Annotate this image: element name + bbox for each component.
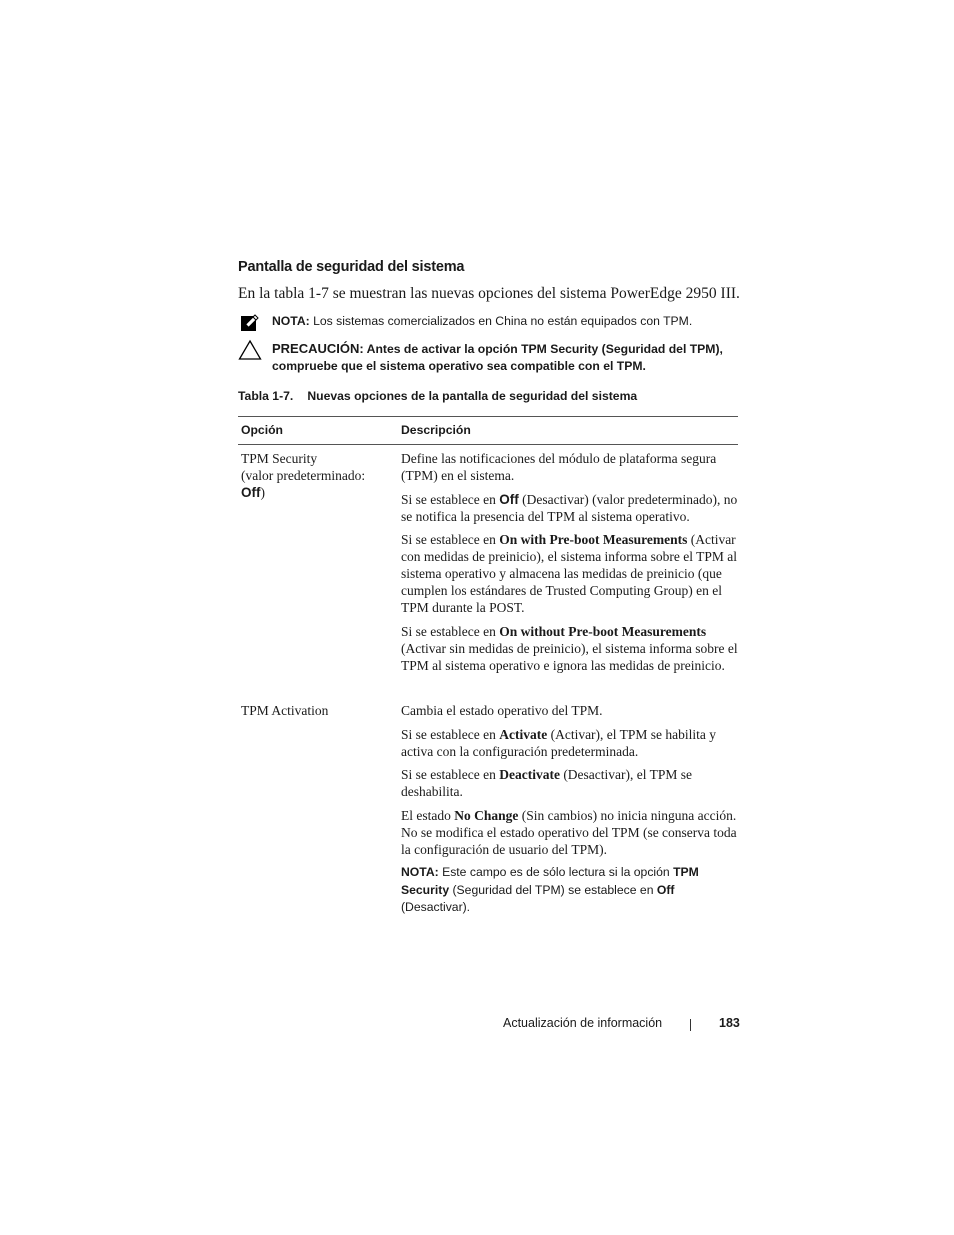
- caution-text-line1: Antes de activar la opción TPM Security (Seguridad del TPM),: [363, 342, 723, 356]
- option-default-label: (valor predeterminado:: [241, 468, 366, 483]
- table-caption-number: Tabla 1-7.: [238, 389, 294, 403]
- table-caption: [238, 389, 637, 403]
- intro-paragraph: En la tabla 1-7 se muestran las nuevas opciones del sistema PowerEdge 2950 III.: [238, 285, 740, 302]
- option-default-value: Off: [241, 485, 261, 500]
- description-paragraph: Cambia el estado operativo del TPM.: [401, 703, 603, 718]
- warning-triangle-icon: [238, 339, 260, 361]
- table-row-description-tpm-security: [401, 450, 746, 680]
- footer-separator: [690, 1019, 691, 1031]
- column-header-option: Opción: [241, 423, 283, 437]
- note-text: Los sistemas comercializados en China no están equipados con TPM.: [309, 314, 693, 328]
- option-name: TPM Security: [241, 451, 318, 466]
- table-row-option-tpm-activation: TPM Activation: [241, 703, 329, 718]
- description-paragraph: Si se establece en On without Pre-boot Measurements (Activar sin medidas de preinicio), el sistema informa sobre el TPM al sistema operativo e ignora las medidas de preinicio.: [401, 623, 738, 673]
- table-header-rule: [238, 444, 738, 445]
- section-heading: Pantalla de seguridad del sistema: [238, 259, 465, 275]
- inline-note: NOTA: Este campo es de sólo lectura si la opción TPM Security (Seguridad del TPM) se establece en Off (Desactivar).: [401, 865, 699, 914]
- description-paragraph: Si se establece en Off (Desactivar) (valor predeterminado), no se notifica la presencia del TPM al sistema operativo.: [401, 491, 738, 524]
- caution-label: PRECAUCIÓN:: [272, 341, 364, 356]
- table-row-description-tpm-activation: [401, 702, 746, 923]
- caution-box: [238, 340, 758, 375]
- note-box: [238, 313, 758, 330]
- note-pencil-icon: [238, 312, 260, 334]
- description-paragraph: Si se establece en Deactivate (Desactivar), el TPM se deshabilita.: [401, 767, 693, 799]
- footer-section-title: Actualización de información: [503, 1016, 663, 1030]
- page-number: 183: [719, 1016, 740, 1030]
- option-close-paren: ): [260, 485, 265, 500]
- caution-text-line2: compruebe que el sistema operativo sea compatible con el TPM.: [272, 359, 646, 373]
- note-label: NOTA:: [272, 314, 310, 328]
- description-paragraph: El estado No Change (Sin cambios) no inicia ninguna acción. No se modifica el estado operativo del TPM (se conserva toda la configuración de usuario del TPM).: [401, 807, 737, 857]
- description-paragraph: Si se establece en Activate (Activar), el TPM se habilita y activa con la configuración predeterminada.: [401, 726, 717, 759]
- table-top-rule: [238, 416, 738, 417]
- table-caption-title: Nuevas opciones de la pantalla de seguridad del sistema: [307, 389, 638, 403]
- column-header-description: Descripción: [401, 423, 471, 437]
- description-paragraph: Si se establece en On with Pre-boot Measurements (Activar con medidas de preinicio), el sistema informa sobre el TPM al sistema operativo y almacena las medidas de preinicio (que cumplen los estándares de Trusted Computing Group) en el TPM durante la POST.: [401, 532, 738, 615]
- description-paragraph: Define las notificaciones del módulo de plataforma segura (TPM) en el sistema.: [401, 451, 717, 483]
- table-row-option-tpm-security: [241, 450, 391, 501]
